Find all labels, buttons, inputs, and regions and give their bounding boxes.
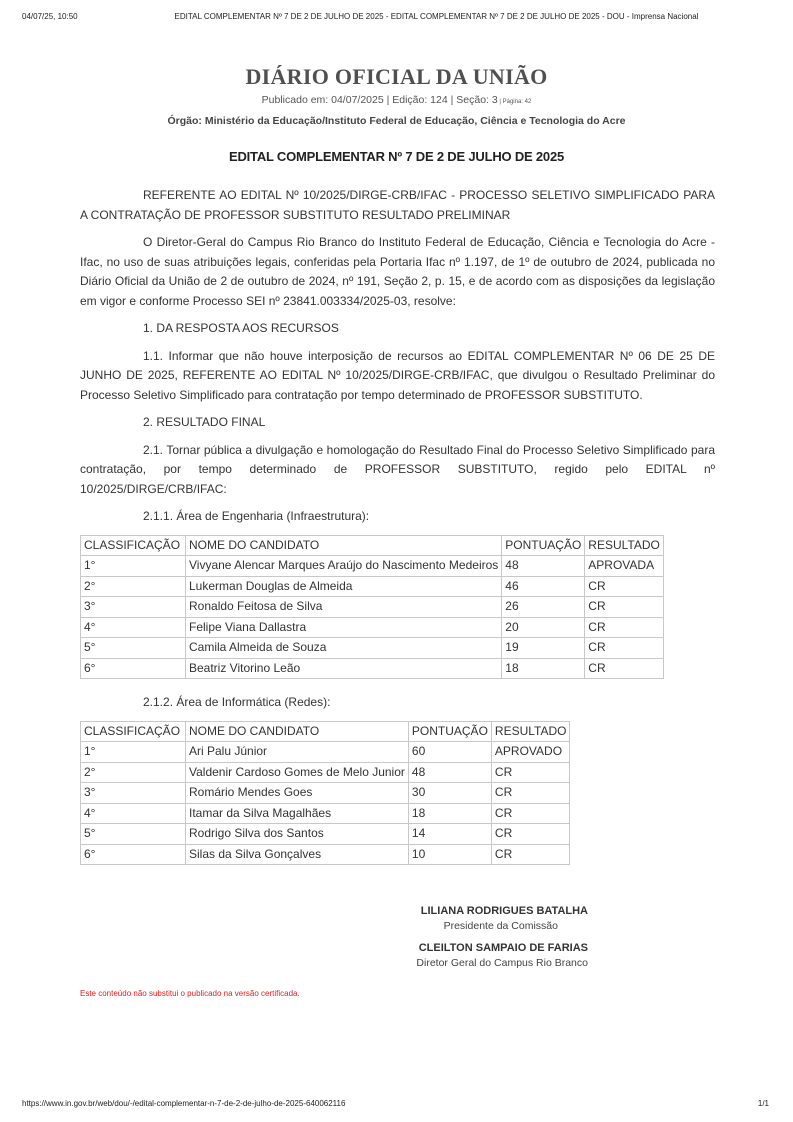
subsection-engenharia-heading: 2.1.1. Área de Engenharia (Infraestrutura): <box>143 509 370 523</box>
cell-result: CR <box>585 638 664 659</box>
cell-score: 46 <box>502 576 585 597</box>
cell-name: Rodrigo Silva dos Santos <box>186 824 409 845</box>
cell-score: 19 <box>502 638 585 659</box>
paragraph-item-2-1: 2.1. Tornar pública a divulgação e homologação do Resultado Final do Processo Seletivo Simplificado para contratação, por tempo determinado de PROFESSOR SUBSTITUTO, regido pelo EDITAL nº 10/2025/DIRGE/CRB/IFAC: <box>80 442 715 496</box>
cell-score: 10 <box>408 844 491 865</box>
print-page-count: 1/1 <box>757 1099 769 1108</box>
cell-result: CR <box>585 617 664 638</box>
results-table-engenharia <box>80 535 664 680</box>
cell-name: Ari Palu Júnior <box>186 742 409 763</box>
cell-score: 48 <box>408 762 491 783</box>
table-row <box>81 824 570 845</box>
cell-name: Itamar da Silva Magalhães <box>186 803 409 824</box>
cell-result: APROVADA <box>585 556 664 577</box>
signatory-role: Diretor Geral do Campus Rio Branco <box>416 957 588 969</box>
cell-score: 48 <box>502 556 585 577</box>
cell-rank: 4° <box>81 617 186 638</box>
cell-name: Silas da Silva Gonçalves <box>186 844 409 865</box>
table-row <box>81 742 570 763</box>
cell-rank: 1° <box>81 742 186 763</box>
page-number-label: | Página: 42 <box>497 99 532 105</box>
document-body <box>80 186 715 879</box>
cell-score: 14 <box>408 824 491 845</box>
table-row <box>81 556 664 577</box>
header-resultado: RESULTADO <box>585 535 664 556</box>
paragraph-preamble: O Diretor-Geral do Campus Rio Branco do Instituto Federal de Educação, Ciência e Tecnologia do Acre - Ifac, no uso de suas atribuições legais, conferidas pela Portaria Ifac nº 1.197, de 1º de outubro de 2024, publicada no Diário Oficial da União de 2 de outubro de 2024, nº 191, Seção 2, p. 15, e de acordo com as disposições da legislação em vigor e conforme Processo SEI nº 23841.003334/2025-03, resolve: <box>80 235 715 308</box>
cell-result: CR <box>491 803 570 824</box>
print-page-title: EDITAL COMPLEMENTAR Nº 7 DE 2 DE JULHO DE 2025 - EDITAL COMPLEMENTAR Nº 7 DE 2 DE JULHO DE 2025 - DOU - Imprensa Nacional <box>174 12 699 21</box>
cell-score: 60 <box>408 742 491 763</box>
publication-details: Publicado em: 04/07/2025 | Edição: 124 | Seção: 3 <box>261 94 498 106</box>
results-table-informatica <box>80 721 570 866</box>
header-pontuacao: PONTUAÇÃO <box>502 535 585 556</box>
table-row <box>81 617 664 638</box>
signatory-name: LILIANA RODRIGUES BATALHA <box>420 905 588 917</box>
table-row <box>81 576 664 597</box>
cell-result: CR <box>585 658 664 679</box>
cell-rank: 4° <box>81 803 186 824</box>
section-1-heading: 1. DA RESPOSTA AOS RECURSOS <box>143 321 339 335</box>
document-title: EDITAL COMPLEMENTAR Nº 7 DE 2 DE JULHO DE 2025 <box>228 149 565 164</box>
cell-result: CR <box>491 844 570 865</box>
cell-name: Vivyane Alencar Marques Araújo do Nascimento Medeiros <box>186 556 502 577</box>
cell-rank: 5° <box>81 638 186 659</box>
cell-rank: 3° <box>81 597 186 618</box>
section-2-heading: 2. RESULTADO FINAL <box>143 415 266 429</box>
cell-name: Camila Almeida de Souza <box>186 638 502 659</box>
certification-disclaimer: Este conteúdo não substitui o publicado na versão certificada. <box>80 989 300 998</box>
cell-rank: 6° <box>81 658 186 679</box>
masthead <box>0 63 793 128</box>
cell-name: Felipe Viana Dallastra <box>186 617 502 638</box>
header-pontuacao: PONTUAÇÃO <box>408 721 491 742</box>
signatures <box>80 903 588 977</box>
cell-result: APROVADO <box>491 742 570 763</box>
cell-name: Beatriz Vitorino Leão <box>186 658 502 679</box>
cell-rank: 1° <box>81 556 186 577</box>
cell-result: CR <box>585 576 664 597</box>
table-row <box>81 638 664 659</box>
cell-result: CR <box>491 783 570 804</box>
table-row <box>81 844 570 865</box>
header-classificacao: CLASSIFICAÇÃO <box>81 535 186 556</box>
orgao-label: Órgão: Ministério da Educação/Instituto Federal de Educação, Ciência e Tecnologia do Acre <box>167 115 626 127</box>
table-row <box>81 658 664 679</box>
header-nome: NOME DO CANDIDATO <box>186 535 502 556</box>
cell-result: CR <box>491 762 570 783</box>
table-header-row <box>81 721 570 742</box>
header-nome: NOME DO CANDIDATO <box>186 721 409 742</box>
print-datetime: 04/07/25, 10:50 <box>22 12 78 21</box>
signatory-role: Presidente da Comissão <box>443 920 558 932</box>
table-row <box>81 783 570 804</box>
print-header <box>0 12 793 26</box>
subsection-informatica-heading: 2.1.2. Área de Informática (Redes): <box>143 695 331 709</box>
journal-name: DIÁRIO OFICIAL DA UNIÃO <box>245 64 548 89</box>
table-row <box>81 803 570 824</box>
paragraph-referente: REFERENTE AO EDITAL Nº 10/2025/DIRGE-CRB/IFAC - PROCESSO SELETIVO SIMPLIFICADO PARA A CONTRATAÇÃO DE PROFESSOR SUBSTITUTO RESULTADO PRELIMINAR <box>80 188 715 222</box>
cell-score: 26 <box>502 597 585 618</box>
cell-name: Valdenir Cardoso Gomes de Melo Junior <box>186 762 409 783</box>
cell-score: 20 <box>502 617 585 638</box>
header-resultado: RESULTADO <box>491 721 570 742</box>
print-footer <box>0 1099 793 1113</box>
paragraph-item-1-1: 1.1. Informar que não houve interposição de recursos ao EDITAL COMPLEMENTAR Nº 06 DE 25 DE JUNHO DE 2025, REFERENTE AO EDITAL Nº 10/2025/DIRGE-CRB/IFAC, que divulgou o Resultado Preliminar do Processo Seletivo Simplificado para contratação por tempo determinado de PROFESSOR SUBSTITUTO. <box>80 348 715 402</box>
signatory-name: CLEILTON SAMPAIO DE FARIAS <box>418 942 588 954</box>
cell-name: Romário Mendes Goes <box>186 783 409 804</box>
cell-score: 18 <box>408 803 491 824</box>
cell-rank: 2° <box>81 576 186 597</box>
header-classificacao: CLASSIFICAÇÃO <box>81 721 186 742</box>
cell-rank: 2° <box>81 762 186 783</box>
publication-info <box>0 93 793 109</box>
cell-name: Ronaldo Feitosa de Silva <box>186 597 502 618</box>
cell-result: CR <box>491 824 570 845</box>
cell-name: Lukerman Douglas de Almeida <box>186 576 502 597</box>
cell-rank: 5° <box>81 824 186 845</box>
print-url[interactable]: https://www.in.gov.br/web/dou/-/edital-complementar-n-7-de-2-de-julho-de-2025-640062116 <box>22 1099 346 1108</box>
cell-rank: 6° <box>81 844 186 865</box>
table-header-row <box>81 535 664 556</box>
table-row <box>81 597 664 618</box>
cell-rank: 3° <box>81 783 186 804</box>
cell-result: CR <box>585 597 664 618</box>
cell-score: 18 <box>502 658 585 679</box>
cell-score: 30 <box>408 783 491 804</box>
table-row <box>81 762 570 783</box>
